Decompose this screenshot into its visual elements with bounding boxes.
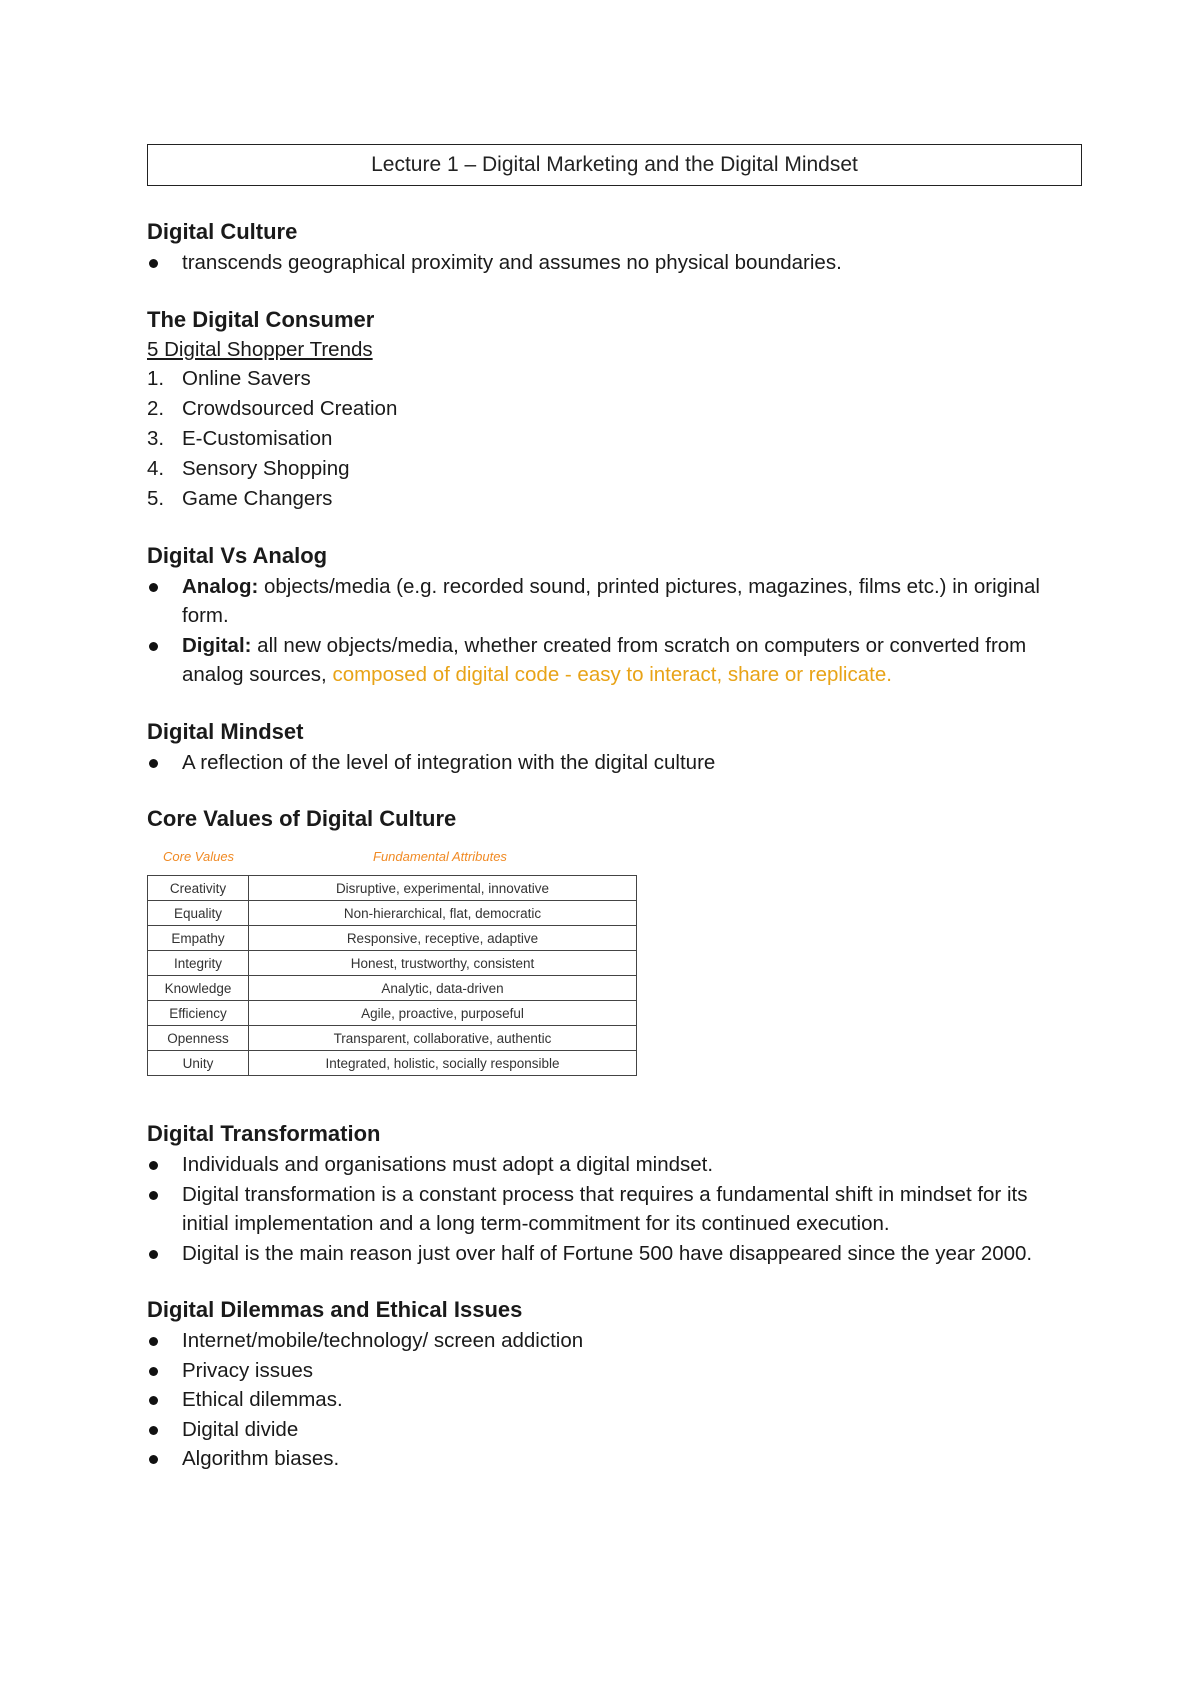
bullet-item: Privacy issues — [147, 1356, 1067, 1386]
table-row — [148, 876, 637, 901]
table-row — [148, 1001, 637, 1026]
lecture-title: Lecture 1 – Digital Marketing and the Digital Mindset — [147, 144, 1082, 186]
bullet-item: Individuals and organisations must adopt a digital mindset. — [147, 1150, 1067, 1180]
section-digital-transformation — [147, 1118, 1067, 1268]
bullet-list — [147, 248, 1067, 278]
core-value-cell: Unity — [148, 1051, 249, 1076]
core-value-cell: Equality — [148, 901, 249, 926]
bullet-item: Digital divide — [147, 1415, 1067, 1445]
attributes-cell: Non-hierarchical, flat, democratic — [249, 901, 637, 926]
item-text: E-Customisation — [182, 426, 333, 450]
item-number: 5. — [147, 486, 165, 510]
core-values-table-header — [147, 841, 637, 875]
bullet-list — [147, 572, 1067, 690]
section-core-values — [147, 803, 1067, 1076]
item-number: 2. — [147, 396, 165, 420]
bullet-item: transcends geographical proximity and assumes no physical boundaries. — [147, 248, 1067, 278]
term-label: Analog: — [182, 574, 259, 598]
section-digital-dilemmas — [147, 1294, 1067, 1474]
table-row — [148, 951, 637, 976]
table-row — [148, 901, 637, 926]
core-value-cell: Creativity — [148, 876, 249, 901]
bullet-item: Algorithm biases. — [147, 1444, 1067, 1474]
section-heading: The Digital Consumer — [147, 306, 375, 332]
attributes-cell: Transparent, collaborative, authentic — [249, 1026, 637, 1051]
bullet-item: A reflection of the level of integration with the digital culture — [147, 748, 1067, 778]
attributes-cell: Honest, trustworthy, consistent — [249, 951, 637, 976]
attributes-cell: Responsive, receptive, adaptive — [249, 926, 637, 951]
core-value-cell: Efficiency — [148, 1001, 249, 1026]
attributes-cell: Agile, proactive, purposeful — [249, 1001, 637, 1026]
section-digital-vs-analog — [147, 540, 1067, 690]
section-digital-culture — [147, 216, 1067, 278]
core-value-cell: Integrity — [148, 951, 249, 976]
item-number: 4. — [147, 456, 165, 480]
item-text: Game Changers — [182, 486, 333, 510]
attributes-cell: Integrated, holistic, socially responsible — [249, 1051, 637, 1076]
table-row — [148, 1051, 637, 1076]
table-row — [148, 926, 637, 951]
core-value-cell: Empathy — [148, 926, 249, 951]
highlighted-text: composed of digital code - easy to interact, share or replicate. — [332, 663, 892, 686]
numbered-item — [147, 364, 1067, 394]
numbered-item — [147, 394, 1067, 424]
section-heading: Digital Transformation — [147, 1121, 381, 1146]
item-number: 1. — [147, 366, 165, 390]
core-value-cell: Knowledge — [148, 976, 249, 1001]
bullet-item-digital — [147, 631, 1067, 690]
table-row — [148, 1026, 637, 1051]
section-heading: Digital Mindset — [147, 718, 304, 744]
section-heading: Digital Culture — [147, 219, 298, 244]
section-subheading: 5 Digital Shopper Trends — [147, 337, 373, 361]
item-text: Sensory Shopping — [182, 456, 350, 480]
numbered-list — [147, 364, 1067, 514]
numbered-item — [147, 454, 1067, 484]
bullet-item: Digital transformation is a constant process that requires a fundamental shift in mindset for its initial implementation and a long term-commitment for its continued execution. — [147, 1180, 1067, 1239]
bullet-list — [147, 1150, 1067, 1268]
bullet-list — [147, 748, 1067, 778]
bullet-item: Digital is the main reason just over half of Fortune 500 have disappeared since the year 2000. — [147, 1239, 1067, 1269]
term-definition: all new objects/media, whether created from scratch on computers or converted from analog sources, — [182, 633, 1027, 686]
section-digital-mindset — [147, 716, 1067, 778]
attributes-cell: Analytic, data-driven — [249, 976, 637, 1001]
col-header-attributes: Fundamental Attributes — [373, 849, 507, 864]
section-digital-consumer — [147, 304, 1067, 514]
table-row — [148, 976, 637, 1001]
section-heading: Digital Vs Analog — [147, 542, 328, 568]
core-values-table — [147, 875, 637, 1076]
core-value-cell: Openness — [148, 1026, 249, 1051]
bullet-item: Ethical dilemmas. — [147, 1385, 1067, 1415]
col-header-core-values: Core Values — [163, 849, 235, 864]
attributes-cell: Disruptive, experimental, innovative — [249, 876, 637, 901]
item-number: 3. — [147, 426, 165, 450]
numbered-item — [147, 484, 1067, 514]
bullet-list — [147, 1326, 1067, 1474]
section-heading: Digital Dilemmas and Ethical Issues — [147, 1297, 523, 1322]
section-heading: Core Values of Digital Culture — [147, 806, 457, 831]
item-text: Online Savers — [182, 366, 311, 390]
term-definition: objects/media (e.g. recorded sound, printed pictures, magazines, films etc.) in original form. — [182, 574, 1040, 627]
term-label: Digital: — [182, 633, 252, 657]
item-text: Crowdsourced Creation — [182, 396, 398, 420]
bullet-item: Internet/mobile/technology/ screen addiction — [147, 1326, 1067, 1356]
document-body — [147, 216, 1067, 1500]
bullet-item-analog — [147, 572, 1067, 631]
numbered-item — [147, 424, 1067, 454]
